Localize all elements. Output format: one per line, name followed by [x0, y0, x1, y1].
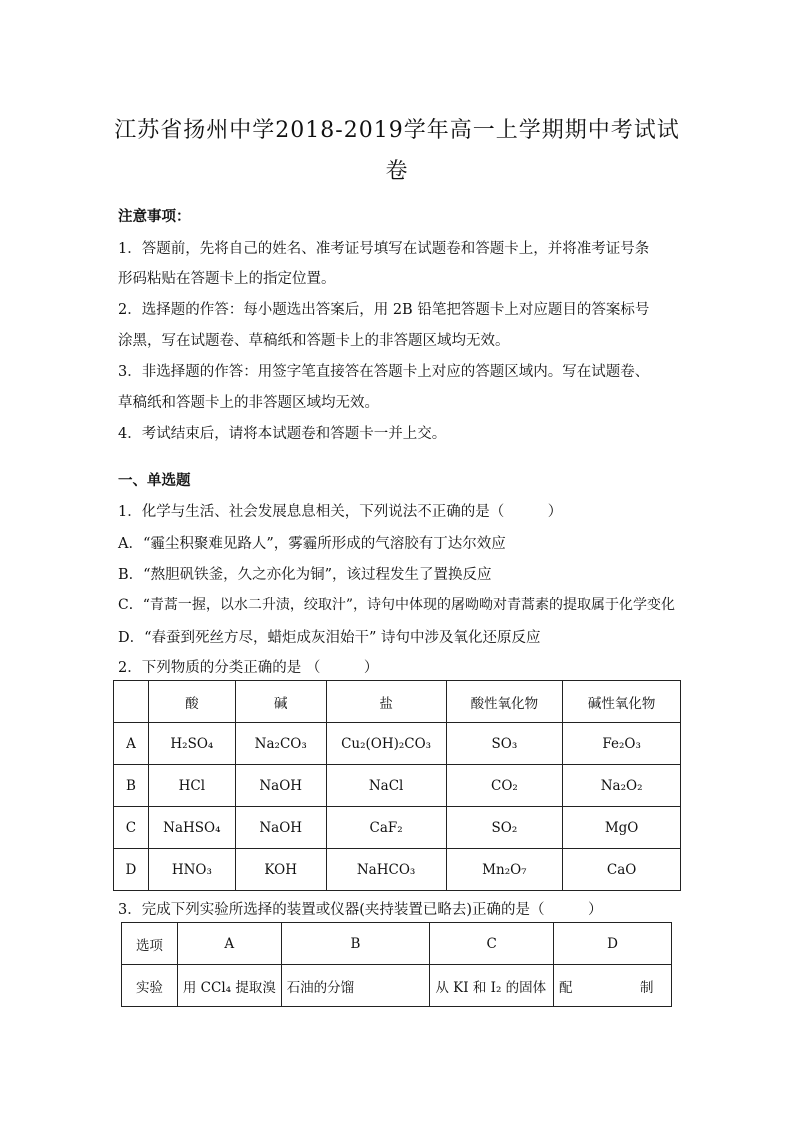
table-cell: NaHSO₄ — [148, 807, 235, 849]
exam-title-line1: 江苏省扬州中学2018-2019学年高一上学期期中考试试 — [114, 118, 680, 143]
table-cell: NaHCO₃ — [326, 849, 446, 891]
section-heading: 一、单选题 — [118, 472, 191, 489]
question-1-option-a: A．“霾尘积聚难见路人”，雾霾所形成的气溶胶有丁达尔效应 — [118, 536, 506, 552]
table-header-cell: C — [430, 923, 554, 965]
question-1-option-c: C．“青蒿一握，以水二升渍，绞取汁”，诗句中体现的屠呦呦对青蒿素的提取属于化学变化 — [118, 597, 676, 613]
table-cell: NaOH — [235, 807, 326, 849]
table-header-cell: B — [281, 923, 430, 965]
question-2-stem: 2．下列物质的分类正确的是 （ ） — [118, 660, 379, 676]
table-header-row — [122, 923, 672, 965]
table-cell: A — [114, 723, 149, 765]
table-cell: 配 制 — [554, 965, 672, 1007]
table-cell: Cu₂(OH)₂CO₃ — [326, 723, 446, 765]
table-header-cell — [114, 681, 149, 723]
note-line: 3．非选择题的作答：用签字笔直接答在答题卡上对应的答题区域内。写在试题卷、 — [118, 364, 650, 380]
table-header-cell: D — [554, 923, 672, 965]
question-1-option-d: D．“春蚕到死丝方尽，蜡炬成灰泪始干” 诗句中涉及氧化还原反应 — [118, 630, 541, 646]
table-cell: MgO — [563, 807, 681, 849]
table-cell: D — [114, 849, 149, 891]
experiment-table — [121, 922, 672, 1007]
note-line: 2．选择题的作答：每小题选出答案后，用 2B 铅笔把答题卡上对应题目的答案标号 — [118, 302, 650, 318]
table-header-cell: 盐 — [326, 681, 446, 723]
table-cell: NaCl — [326, 765, 446, 807]
table-cell: Na₂O₂ — [563, 765, 681, 807]
table-cell: Na₂CO₃ — [235, 723, 326, 765]
table-cell: C — [114, 807, 149, 849]
table-row — [114, 807, 681, 849]
table-header-cell: 酸 — [148, 681, 235, 723]
question-1-option-b: B．“熬胆矾铁釜，久之亦化为铜”，该过程发生了置换反应 — [118, 567, 492, 583]
table-header-cell: 酸性氧化物 — [446, 681, 563, 723]
note-line: 4．考试结束后，请将本试题卷和答题卡一并上交。 — [118, 426, 447, 442]
notes-heading: 注意事项： — [118, 208, 191, 225]
table-cell: CaO — [563, 849, 681, 891]
table-row — [114, 849, 681, 891]
table-row — [114, 723, 681, 765]
table-cell: H₂SO₄ — [148, 723, 235, 765]
table-cell: 实验 — [122, 965, 178, 1007]
table-header-cell: 碱 — [235, 681, 326, 723]
table-row — [114, 765, 681, 807]
table-cell: 石油的分馏 — [281, 965, 430, 1007]
classification-table — [113, 680, 681, 891]
question-1-stem: 1．化学与生活、社会发展息息相关，下列说法不正确的是（ ） — [118, 504, 563, 520]
table-cell: CaF₂ — [326, 807, 446, 849]
table-cell: CO₂ — [446, 765, 563, 807]
table-cell: 用 CCl₄ 提取溴 — [177, 965, 281, 1007]
table-header-row — [114, 681, 681, 723]
table-cell: HNO₃ — [148, 849, 235, 891]
table-row — [122, 965, 672, 1007]
table-cell: Fe₂O₃ — [563, 723, 681, 765]
table-cell: SO₃ — [446, 723, 563, 765]
table-cell: NaOH — [235, 765, 326, 807]
table-cell: HCl — [148, 765, 235, 807]
note-line: 草稿纸和答题卡上的非答题区域均无效。 — [118, 395, 379, 411]
table-header-cell: 碱性氧化物 — [563, 681, 681, 723]
note-line: 1．答题前，先将自己的姓名、准考证号填写在试题卷和答题卡上，并将准考证号条 — [118, 241, 650, 257]
table-cell: 从 KI 和 I₂ 的固体 — [430, 965, 554, 1007]
table-cell: KOH — [235, 849, 326, 891]
table-cell: B — [114, 765, 149, 807]
note-line: 形码粘贴在答题卡上的指定位置。 — [118, 271, 336, 287]
exam-title-line2: 卷 — [385, 159, 409, 184]
table-header-cell: 选项 — [122, 923, 178, 965]
question-3-stem: 3．完成下列实验所选择的装置或仪器(夹持装置已略去)正确的是（ ） — [118, 902, 603, 918]
note-line: 涂黑，写在试题卷、草稿纸和答题卡上的非答题区域均无效。 — [118, 333, 510, 349]
table-header-cell: A — [177, 923, 281, 965]
table-cell: SO₂ — [446, 807, 563, 849]
table-cell: Mn₂O₇ — [446, 849, 563, 891]
